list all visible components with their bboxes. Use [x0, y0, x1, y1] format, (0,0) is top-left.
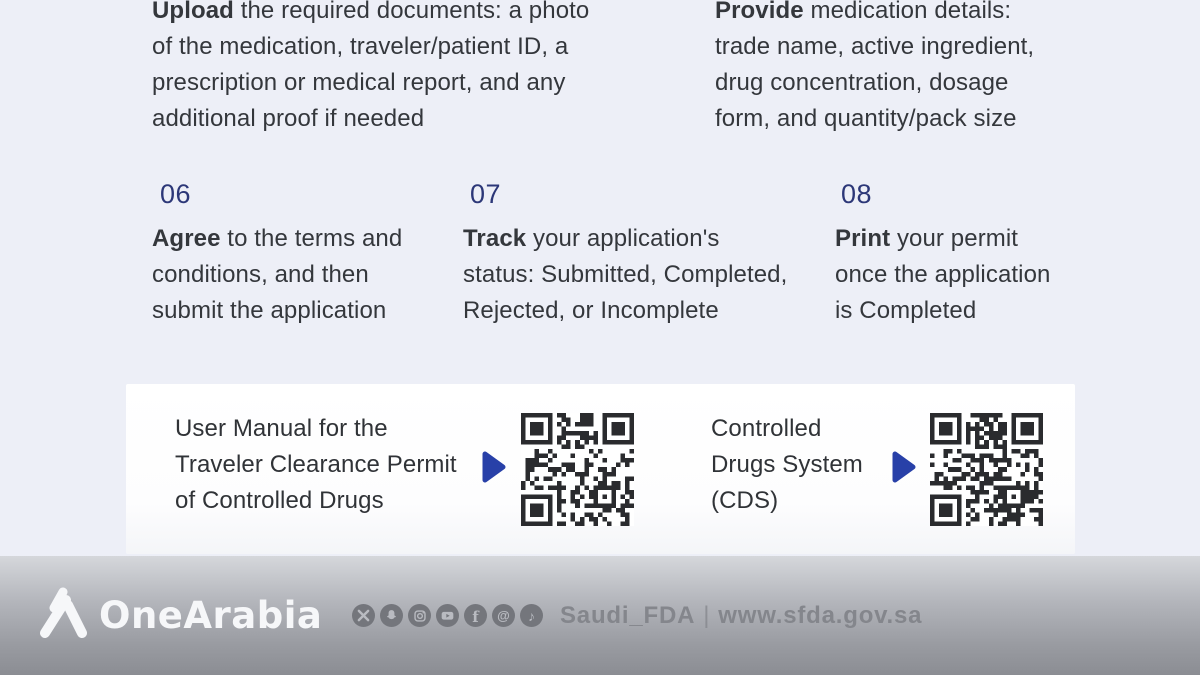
- step-number-06: 06: [160, 179, 192, 209]
- x-icon: [352, 604, 375, 627]
- user-manual-label: User Manual for the Traveler Clearance Permit of Controlled Drugs: [175, 415, 457, 514]
- step-number-07: 07: [470, 179, 502, 209]
- handle: Saudi_FDA: [560, 601, 696, 629]
- cds-qr-code: [930, 413, 1043, 526]
- qr-links-banner: [126, 384, 1075, 554]
- social-handle-text: [560, 602, 922, 630]
- step-07-text: Track your application's status: Submitted, Completed, Rejected, or Incomplete: [463, 225, 788, 324]
- youtube-icon: [436, 604, 459, 627]
- arrow-right-icon: [891, 450, 917, 484]
- arrow-right-icon: [481, 450, 507, 484]
- footer-bar: [0, 556, 1200, 675]
- brand-logo: [36, 556, 322, 675]
- instagram-icon: [408, 604, 431, 627]
- threads-icon: @: [492, 604, 515, 627]
- user-manual-qr-code: [521, 413, 634, 526]
- tiktok-icon: ♪: [520, 604, 543, 627]
- step-number-08: 08: [841, 179, 873, 209]
- social-row: [352, 556, 922, 675]
- snapchat-icon: [380, 604, 403, 627]
- step-08-text: Print your permit once the application is Completed: [835, 225, 1051, 324]
- cds-label: Controlled Drugs System (CDS): [711, 415, 863, 514]
- step-06-text: Agree to the terms and conditions, and then submit the application: [152, 225, 403, 324]
- website-url: www.sfda.gov.sa: [718, 601, 923, 629]
- facebook-icon: f: [464, 604, 487, 627]
- onearabia-logo-icon: [36, 587, 90, 644]
- intro-provide-text: Provide medication details: trade name, active ingredient, drug concentration, dosage form, and quantity/pack size: [715, 0, 1035, 132]
- separator: |: [703, 601, 711, 629]
- intro-upload-text: Upload the required documents: a photo of the medication, traveler/patient ID, a prescription or medical report, and any additional proof if needed: [152, 0, 590, 132]
- brand-name: OneArabia: [99, 594, 323, 637]
